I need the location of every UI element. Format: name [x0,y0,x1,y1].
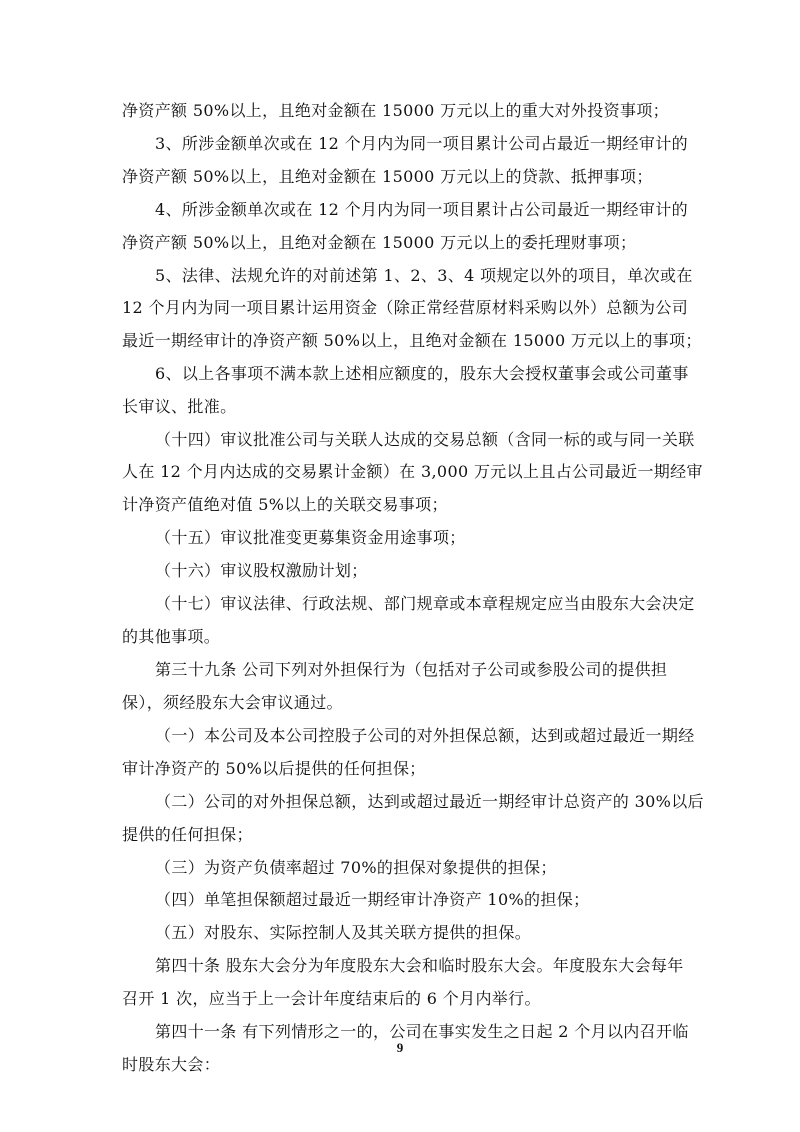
text-line: 保），须经股东大会审议通过。 [122,693,343,712]
page-number: 9 [396,1040,404,1055]
text-line: 计净资产值绝对值 5%以上的关联交易事项； [122,495,448,514]
text-line: 人在 12 个月内达成的交易累计金额）在 3,000 万元以上且占公司最近一期经审 [122,462,703,481]
text-line: （十五）审议批准变更募集资金用途事项； [155,528,466,547]
text-line: （五）对股东、实际控制人及其关联方提供的担保。 [155,923,532,942]
text-line: 净资产额 50%以上，且绝对金额在 15000 万元以上的委托理财事项； [122,233,637,252]
text-line: 的其他事项。 [122,627,221,646]
text-line: 审计净资产的 50%以后提供的任何担保； [122,759,426,778]
text-line: （十七）审议法律、行政法规、部门规章或本章程规定应当由股东大会决定 [155,594,695,613]
text-line: 净资产额 50%以上，且绝对金额在 15000 万元以上的贷款、抵押事项； [122,167,653,186]
text-line: 12 个月内为同一项目累计运用资金（除正常经营原材料采购以外）总额为公司 [122,298,689,317]
text-line: 召开 1 次，应当于上一会计年度结束后的 6 个月内举行。 [122,989,541,1008]
text-line: （三）为资产负债率超过 70%的担保对象提供的担保； [155,858,557,877]
text-line: 提供的任何担保； [122,825,253,844]
text-line: （一）本公司及本公司控股子公司的对外担保总额，达到或超过最近一期经 [155,726,695,745]
text-line: 6、以上各事项不满本款上述相应额度的，股东大会授权董事会或公司董事 [155,364,689,383]
text-line: （十六）审议股权激励计划； [155,561,368,580]
text-line: 3、所涉金额单次或在 12 个月内为同一项目累计公司占最近一期经审计的 [155,134,688,153]
text-line: 净资产额 50%以上，且绝对金额在 15000 万元以上的重大对外投资事项； [122,101,670,120]
text-line: 长审议、批准。 [122,397,237,416]
text-line: 第四十条 股东大会分为年度股东大会和临时股东大会。年度股东大会每年 [155,956,684,975]
text-line: 4、所涉金额单次或在 12 个月内为同一项目累计占公司最近一期经审计的 [155,200,688,219]
text-line: 5、法律、法规允许的对前述第 1、2、3、4 项规定以外的项目，单次或在 [155,266,693,285]
text-line: （四）单笔担保额超过最近一期经审计净资产 10%的担保； [155,890,590,909]
text-line: （十四）审议批准公司与关联人达成的交易总额（含同一标的或与同一关联 [155,430,695,449]
text-line: （二）公司的对外担保总额，达到或超过最近一期经审计总资产的 30%以后 [155,792,704,811]
text-line: 第三十九条 公司下列对外担保行为（包括对子公司或参股公司的提供担 [155,660,668,679]
text-line: 第四十一条 有下列情形之一的，公司在事实发生之日起 2 个月以内召开临 [155,1022,689,1041]
text-line: 最近一期经审计的净资产额 50%以上，且绝对金额在 15000 万元以上的事项； [122,331,702,350]
text-line: 时股东大会： [122,1055,221,1074]
